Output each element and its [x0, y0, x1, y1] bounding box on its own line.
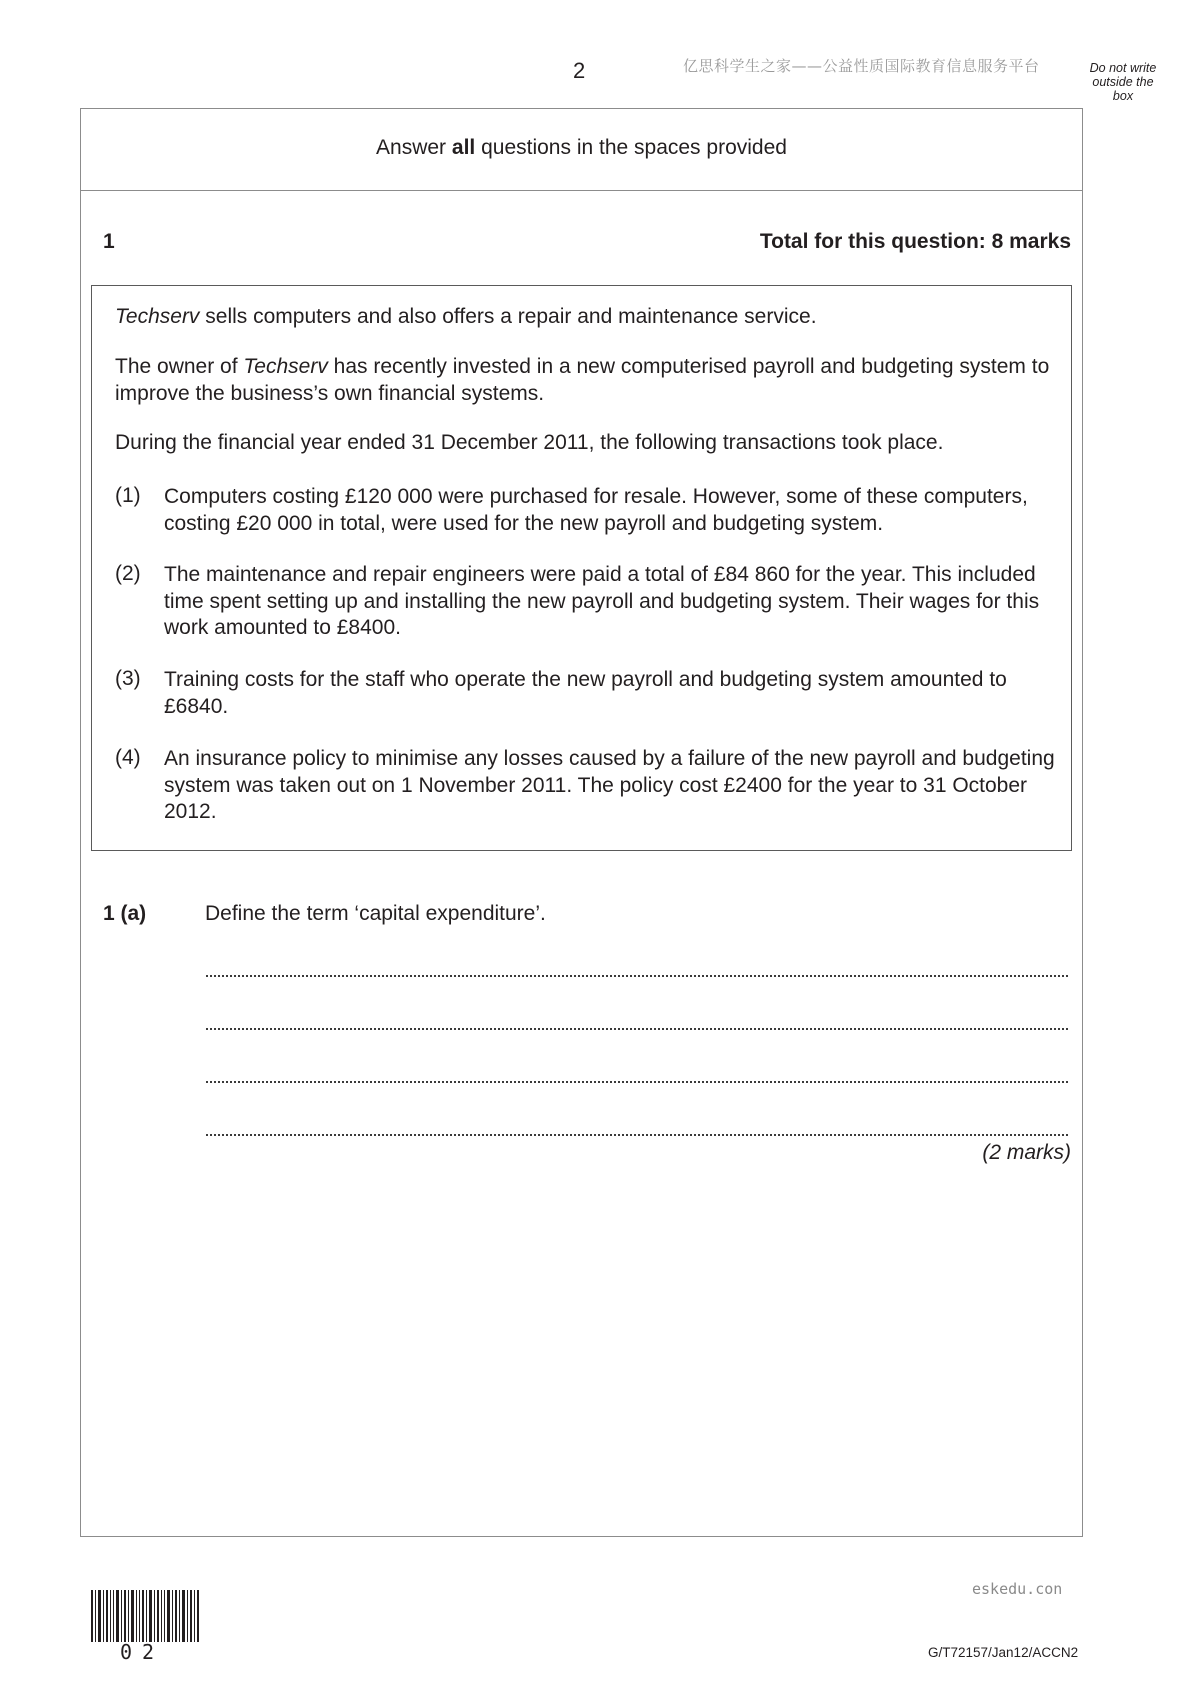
- transaction-number: (1): [115, 484, 141, 507]
- part-a-question: Define the term ‘capital expenditure’.: [205, 902, 546, 925]
- answer-line[interactable]: [206, 1028, 1068, 1030]
- watermark-text: 亿思科学生之家——公益性质国际教育信息服务平台: [683, 57, 1040, 75]
- answer-line[interactable]: [206, 975, 1068, 977]
- transaction-text: An insurance policy to minimise any losses caused by a failure of the new payroll and budgeting system was taken out on 1 November 2011. The policy cost £2400 for the year to 31 October 2012.: [164, 747, 1055, 823]
- transaction-number: (4): [115, 746, 141, 769]
- instruction-after: questions in the spaces provided: [475, 136, 787, 159]
- transaction-number: (2): [115, 562, 141, 585]
- scenario-paragraph-3: During the financial year ended 31 December 2011, the following transactions took place.: [115, 431, 944, 454]
- transaction-text: Computers costing £120 000 were purchased for resale. However, some of these computers, costing £20 000 in total, were used for the new payroll and budgeting system.: [164, 485, 1028, 535]
- business-name: Techserv: [243, 355, 328, 378]
- scenario-p2-text: has recently invested in a new computerised payroll and budgeting system to improve the business’s own financial systems.: [115, 355, 1050, 405]
- part-a-label: 1 (a): [103, 902, 147, 925]
- scenario-paragraph-1: [115, 304, 1055, 331]
- part-a-marks: (2 marks): [982, 1141, 1071, 1164]
- business-name: Techserv: [115, 305, 200, 328]
- barcode-number: 02: [120, 1640, 165, 1664]
- transaction-number: (3): [115, 667, 141, 690]
- answer-line[interactable]: [206, 1081, 1068, 1083]
- question-total-marks: Total for this question: 8 marks: [759, 230, 1071, 253]
- margin-note: Do not write outside the box: [1089, 61, 1157, 103]
- page-number: 2: [573, 58, 586, 83]
- transaction-text: The maintenance and repair engineers were paid a total of £84 860 for the year. This included time spent setting up and installing the new payroll and budgeting system. Their wages for this work amounted to £8400.: [164, 563, 1040, 639]
- paper-reference: G/T72157/Jan12/ACCN2: [928, 1645, 1079, 1660]
- transaction-text: Training costs for the staff who operate the new payroll and budgeting system amounted to £6840.: [164, 668, 1007, 718]
- answer-line[interactable]: [206, 1134, 1068, 1136]
- instruction-line: [80, 136, 1083, 160]
- instruction-before: Answer: [376, 136, 452, 159]
- question-number: 1: [103, 230, 115, 253]
- instruction-bold: all: [451, 136, 476, 159]
- scenario-paragraph-2: [115, 354, 1055, 407]
- barcode-icon: [91, 1590, 199, 1642]
- site-watermark: eskedu.con: [972, 1580, 1063, 1598]
- instruction-divider: [80, 190, 1083, 191]
- scenario-p2-before: The owner of: [115, 355, 244, 378]
- scenario-p1-text: sells computers and also offers a repair and maintenance service.: [199, 305, 817, 328]
